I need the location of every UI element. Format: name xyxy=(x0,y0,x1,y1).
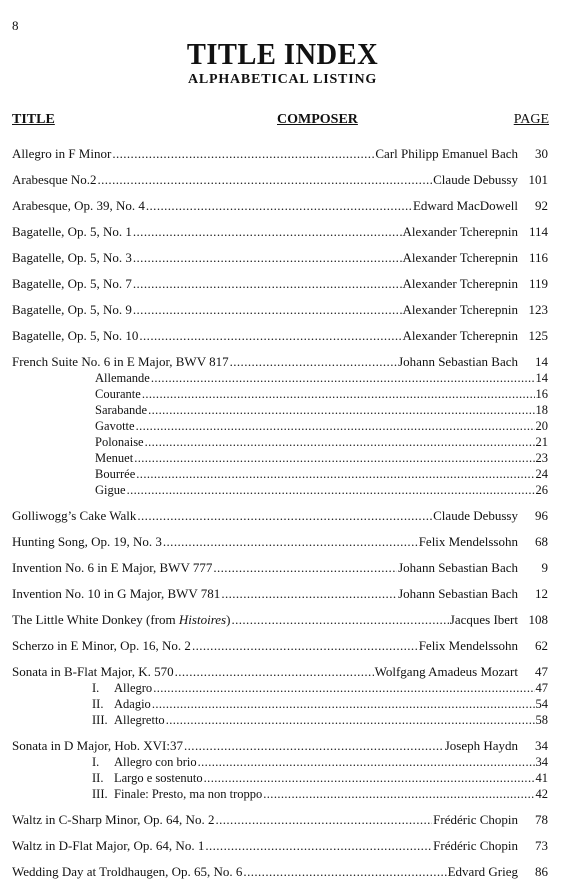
entry-page: 47 xyxy=(535,664,548,679)
entry-title xyxy=(12,224,132,240)
dot-leader xyxy=(97,172,432,188)
entry-title xyxy=(12,638,191,654)
dot-leader xyxy=(133,302,402,318)
movement-page: 58 xyxy=(535,713,548,727)
movement-title xyxy=(12,435,144,450)
entry-title xyxy=(12,508,136,524)
page-number: 8 xyxy=(12,18,19,33)
movement-title xyxy=(12,713,165,728)
entry-title-text: Invention No. 10 in G Major, BWV 781 xyxy=(12,586,221,601)
dot-leader xyxy=(184,738,444,754)
entry-page: 34 xyxy=(535,738,548,753)
dot-leader xyxy=(215,812,432,828)
movement-entry xyxy=(12,450,548,466)
column-header-page: PAGE xyxy=(513,112,549,127)
index-entry xyxy=(12,271,548,292)
entry-composer: Claude Debussy xyxy=(433,508,518,523)
entry-composer: Wolfgang Amadeus Mozart xyxy=(374,664,518,679)
entry-composer: Alexander Tcherepnin xyxy=(402,302,518,317)
entry-title xyxy=(12,328,138,344)
index-entry xyxy=(12,141,548,162)
entry-title xyxy=(12,838,204,854)
entry-page: 86 xyxy=(535,864,548,879)
index-entry xyxy=(12,833,548,854)
movement-title xyxy=(12,755,197,770)
dot-leader xyxy=(133,250,402,266)
entry-title xyxy=(12,172,96,188)
movement-page: 24 xyxy=(535,467,548,481)
entry-title xyxy=(12,738,183,754)
index-entry xyxy=(12,245,548,266)
index-entry xyxy=(12,659,548,680)
dot-leader xyxy=(230,354,398,370)
dot-leader xyxy=(145,435,535,450)
entry-title-text: Golliwogg’s Cake Walk xyxy=(12,508,137,523)
dot-leader xyxy=(192,638,418,654)
dot-leader xyxy=(136,419,535,434)
movement-entry xyxy=(12,482,548,498)
entry-title xyxy=(12,812,214,828)
entry-title-text: Waltz in D-Flat Major, Op. 64, No. 1 xyxy=(12,838,205,853)
dot-leader xyxy=(137,508,432,524)
movement-title xyxy=(12,387,141,402)
entry-composer: Frédéric Chopin xyxy=(433,812,518,827)
movement-entry xyxy=(12,402,548,418)
movement-title xyxy=(12,697,151,712)
entry-title-text: The Little White Donkey (from xyxy=(12,612,179,627)
entry-composer: Alexander Tcherepnin xyxy=(402,328,518,343)
movement-page: 41 xyxy=(535,771,548,785)
index-entry xyxy=(12,219,548,240)
entry-title-text: Bagatelle, Op. 5, No. 3 xyxy=(12,250,132,265)
entry-title-text: French Suite No. 6 in E Major, BWV 817 xyxy=(12,354,229,369)
entry-title xyxy=(12,276,132,292)
index-entry xyxy=(12,807,548,828)
movement-name: Gavotte xyxy=(95,419,135,433)
dot-leader xyxy=(163,534,418,550)
movement-title xyxy=(12,419,135,434)
dot-leader xyxy=(133,224,402,240)
movement-title xyxy=(12,403,147,418)
movement-entry xyxy=(12,386,548,402)
movement-entry xyxy=(12,770,548,786)
entry-title xyxy=(12,250,132,266)
entry-page: 9 xyxy=(541,560,548,575)
entry-page: 62 xyxy=(535,638,548,653)
entry-title xyxy=(12,612,230,628)
entry-title xyxy=(12,534,162,550)
entry-composer: Carl Philipp Emanuel Bach xyxy=(375,146,518,161)
index-entry xyxy=(12,733,548,754)
entry-page: 30 xyxy=(535,146,548,161)
dot-leader xyxy=(243,864,446,880)
movement-title xyxy=(12,483,126,498)
dot-leader xyxy=(153,681,534,696)
movement-title xyxy=(12,371,150,386)
entry-title-after: ) xyxy=(226,612,231,627)
entry-title-text: Invention No. 6 in E Major, BWV 777 xyxy=(12,560,213,575)
movement-entry xyxy=(12,696,548,712)
movement-page: 26 xyxy=(535,483,548,497)
index-entry xyxy=(12,323,548,344)
dot-leader xyxy=(205,838,432,854)
entry-composer: Claude Debussy xyxy=(433,172,518,187)
dot-leader xyxy=(146,198,412,214)
entry-title-text: Bagatelle, Op. 5, No. 9 xyxy=(12,302,132,317)
entry-page: 12 xyxy=(535,586,548,601)
movement-numeral: I. xyxy=(92,681,100,695)
entry-composer: Johann Sebastian Bach xyxy=(398,586,518,601)
dot-leader xyxy=(221,586,397,602)
movement-numeral: III. xyxy=(92,787,108,801)
entry-title xyxy=(12,198,145,214)
index-entry xyxy=(12,193,548,214)
movement-name: Gigue xyxy=(95,483,126,497)
movement-page: 16 xyxy=(535,387,548,401)
movement-name: Finale: Presto, ma non troppo xyxy=(114,787,263,801)
movement-page: 34 xyxy=(535,755,548,769)
movement-entry xyxy=(12,370,548,386)
movement-page: 42 xyxy=(535,787,548,801)
entry-title-text: Sonata in D Major, Hob. XVI:37 xyxy=(12,738,183,753)
index-list xyxy=(12,141,548,880)
movement-name: Bourrée xyxy=(95,467,136,481)
entry-composer: Alexander Tcherepnin xyxy=(402,276,518,291)
movement-page: 14 xyxy=(535,371,548,385)
dot-leader xyxy=(139,328,401,344)
movement-numeral: III. xyxy=(92,713,108,727)
page-title: TITLE INDEX xyxy=(186,36,379,71)
index-entry xyxy=(12,503,548,524)
dot-leader xyxy=(152,697,535,712)
dot-leader xyxy=(151,371,535,386)
dot-leader xyxy=(133,276,402,292)
movement-name: Allegro xyxy=(114,681,153,695)
dot-leader xyxy=(213,560,397,576)
entry-title-text: Wedding Day at Troldhaugen, Op. 65, No. 6 xyxy=(12,864,243,879)
entry-title xyxy=(12,560,212,576)
index-entry xyxy=(12,529,548,550)
entry-page: 114 xyxy=(528,224,548,239)
entry-title xyxy=(12,664,174,680)
dot-leader xyxy=(166,713,535,728)
index-entry xyxy=(12,297,548,318)
movement-entry xyxy=(12,712,548,728)
column-headers xyxy=(12,112,549,130)
movement-page: 18 xyxy=(535,403,548,417)
title-block xyxy=(0,36,565,88)
movement-entry xyxy=(12,680,548,696)
index-entry xyxy=(12,859,548,880)
movement-numeral: II. xyxy=(92,771,104,785)
movement-entry xyxy=(12,434,548,450)
dot-leader xyxy=(112,146,374,162)
entry-page: 123 xyxy=(528,302,548,317)
movement-name: Menuet xyxy=(95,451,134,465)
movement-page: 47 xyxy=(535,681,548,695)
movement-entry xyxy=(12,418,548,434)
entry-title-text: Sonata in B-Flat Major, K. 570 xyxy=(12,664,174,679)
movement-title xyxy=(12,681,152,696)
entry-composer: Alexander Tcherepnin xyxy=(402,224,518,239)
entry-composer: Johann Sebastian Bach xyxy=(398,560,518,575)
movement-title xyxy=(12,451,133,466)
movement-name: Largo e sostenuto xyxy=(114,771,203,785)
entry-composer: Felix Mendelssohn xyxy=(418,534,518,549)
entry-title-text: Waltz in C-Sharp Minor, Op. 64, No. 2 xyxy=(12,812,215,827)
movement-page: 20 xyxy=(535,419,548,433)
entry-title xyxy=(12,146,111,162)
dot-leader xyxy=(148,403,534,418)
entry-page: 14 xyxy=(535,354,548,369)
index-entry xyxy=(12,633,548,654)
entry-title xyxy=(12,354,229,370)
entry-composer: Edward MacDowell xyxy=(412,198,518,213)
movement-title xyxy=(12,467,135,482)
dot-leader xyxy=(204,771,535,786)
movement-title xyxy=(12,771,203,786)
index-entry xyxy=(12,167,548,188)
dot-leader xyxy=(175,664,374,680)
entry-title-text: Bagatelle, Op. 5, No. 10 xyxy=(12,328,139,343)
movement-entry xyxy=(12,466,548,482)
entry-page: 119 xyxy=(528,276,548,291)
entry-composer: Frédéric Chopin xyxy=(433,838,518,853)
entry-composer: Joseph Haydn xyxy=(444,738,518,753)
dot-leader xyxy=(198,755,535,770)
entry-page: 108 xyxy=(528,612,548,627)
movement-name: Allegro con brio xyxy=(114,755,197,769)
dot-leader xyxy=(134,451,534,466)
entry-page: 68 xyxy=(535,534,548,549)
entry-composer: Felix Mendelssohn xyxy=(418,638,518,653)
entry-page: 92 xyxy=(535,198,548,213)
entry-title-text: Hunting Song, Op. 19, No. 3 xyxy=(12,534,162,549)
dot-leader xyxy=(142,387,535,402)
entry-page: 96 xyxy=(535,508,548,523)
entry-page: 125 xyxy=(528,328,548,343)
entry-title-italic: Histoires xyxy=(178,612,227,627)
entry-title xyxy=(12,586,220,602)
entry-title-text: Scherzo in E Minor, Op. 16, No. 2 xyxy=(12,638,191,653)
movement-page: 23 xyxy=(535,451,548,465)
column-header-title: TITLE xyxy=(12,112,55,127)
page-subtitle: ALPHABETICAL LISTING xyxy=(187,72,378,87)
entry-page: 73 xyxy=(535,838,548,853)
entry-title xyxy=(12,302,132,318)
entry-title xyxy=(12,864,242,880)
movement-numeral: I. xyxy=(92,755,100,769)
dot-leader xyxy=(136,467,534,482)
entry-page: 116 xyxy=(528,250,548,265)
movement-page: 54 xyxy=(535,697,548,711)
entry-title-text: Arabesque No.2 xyxy=(12,172,97,187)
index-entry xyxy=(12,607,548,628)
entry-title-text: Bagatelle, Op. 5, No. 7 xyxy=(12,276,132,291)
movement-name: Courante xyxy=(95,387,141,401)
index-entry xyxy=(12,349,548,370)
entry-page: 101 xyxy=(528,172,548,187)
entry-page: 78 xyxy=(535,812,548,827)
movement-name: Polonaise xyxy=(95,435,144,449)
column-header-composer: COMPOSER xyxy=(277,112,358,127)
movement-entry xyxy=(12,754,548,770)
movement-name: Adagio xyxy=(114,697,151,711)
entry-composer: Edvard Grieg xyxy=(447,864,518,879)
dot-leader xyxy=(231,612,448,628)
dot-leader xyxy=(127,483,535,498)
entry-composer: Jacques Ibert xyxy=(449,612,518,627)
movement-name: Allegretto xyxy=(114,713,165,727)
movement-name: Sarabande xyxy=(95,403,148,417)
movement-numeral: II. xyxy=(92,697,104,711)
entry-composer: Alexander Tcherepnin xyxy=(402,250,518,265)
entry-composer: Johann Sebastian Bach xyxy=(398,354,518,369)
entry-title-text: Bagatelle, Op. 5, No. 1 xyxy=(12,224,132,239)
index-entry xyxy=(12,581,548,602)
entry-title-text: Arabesque, Op. 39, No. 4 xyxy=(12,198,145,213)
movement-page: 21 xyxy=(535,435,548,449)
movement-name: Allemande xyxy=(95,371,150,385)
index-entry xyxy=(12,555,548,576)
entry-title-text: Allegro in F Minor xyxy=(12,146,112,161)
